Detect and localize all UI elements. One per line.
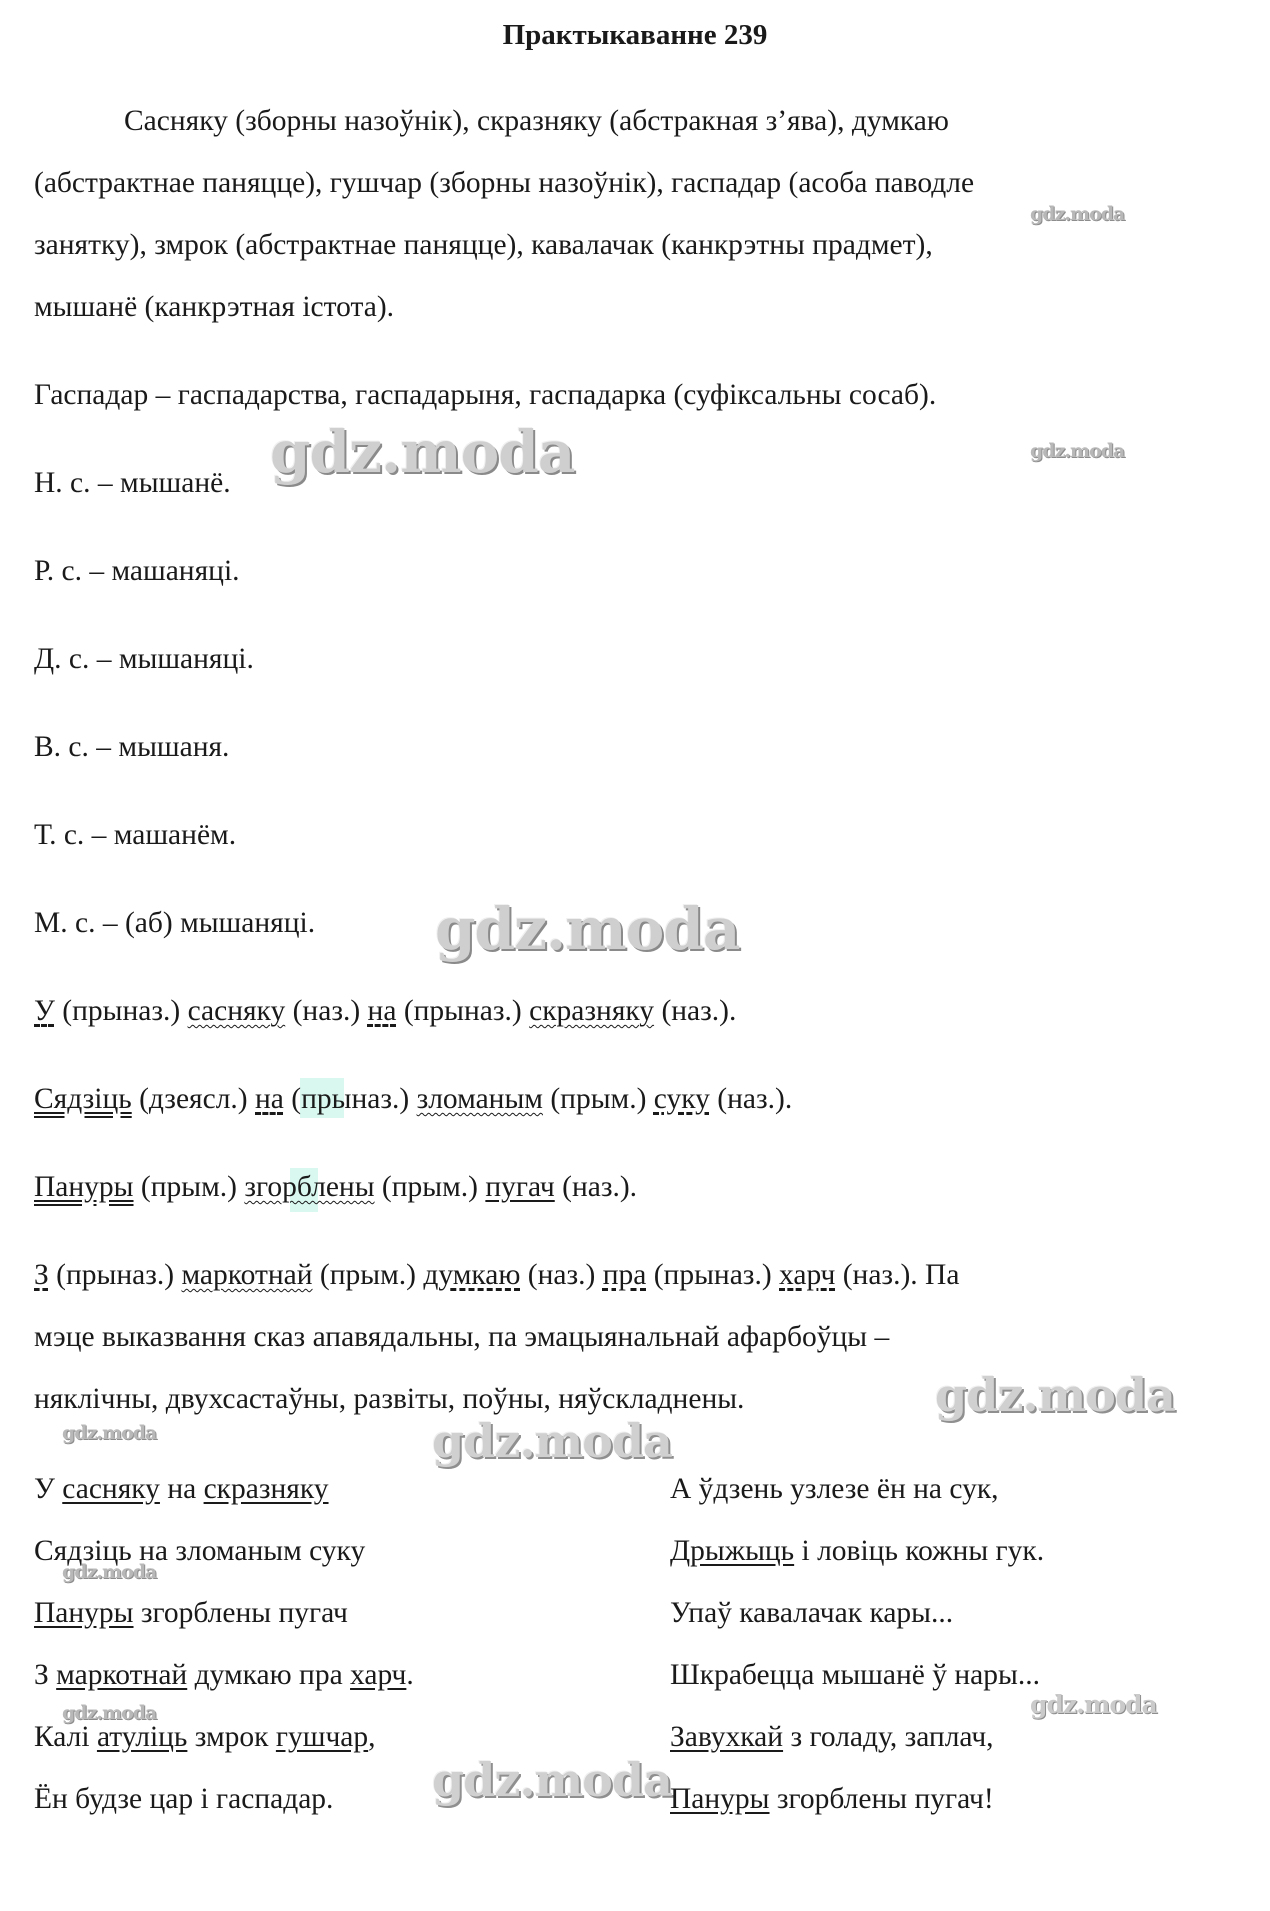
poem-underlined-word: харч <box>350 1659 407 1691</box>
poem-underlined-word: маркотнай <box>56 1659 188 1691</box>
poem-line-left: Сядзіць на зломаным суку <box>34 1535 366 1567</box>
watermark: gdz.moda <box>270 418 575 486</box>
declension-line: Д. с. – мышаняці. <box>34 643 254 675</box>
analysis-line: мэце выказвання сказ апавядальны, па эмацыянальнай афарбоўцы – <box>34 1321 890 1353</box>
parsed-word: Сядзіць <box>34 1083 132 1115</box>
poem-line-right <box>670 1534 1044 1569</box>
poem-line-left: Ён будзе цар і гаспадар. <box>34 1783 334 1815</box>
watermark: gdz.moda <box>435 895 740 963</box>
watermark: gdz.moda <box>1030 1690 1157 1719</box>
part-of-speech: (наз.) <box>285 995 368 1027</box>
parsed-word: З <box>34 1259 49 1291</box>
watermark: gdz.moda <box>62 1702 157 1724</box>
parsed-word: Пануры <box>34 1171 134 1203</box>
parse-line <box>34 1082 792 1117</box>
part-of-speech: (наз.) <box>520 1259 603 1291</box>
paragraph-line: занятку), змрок (абстрактнае паняцце), кавалачак (канкрэтны прадмет), <box>34 229 933 261</box>
parsed-word: думкаю <box>423 1259 521 1291</box>
poem-text: Калі <box>34 1721 97 1753</box>
part-of-speech: (наз.). Па <box>835 1259 960 1291</box>
poem-text: з голаду, заплач, <box>783 1721 994 1753</box>
part-of-speech: (прыназ.) <box>396 995 530 1027</box>
part-of-speech: (прым.) <box>542 1083 654 1115</box>
poem-line-right <box>670 1782 994 1817</box>
poem-text: . <box>406 1659 414 1691</box>
parse-line <box>34 1258 959 1293</box>
poem-text: і ловіць кожны гук. <box>794 1535 1045 1567</box>
part-of-speech: (прым.) <box>374 1171 486 1203</box>
poem-text: , <box>368 1721 376 1753</box>
part-of-speech: (прыназ.) <box>646 1259 780 1291</box>
part-of-speech: (наз.). <box>554 1171 638 1203</box>
poem-underlined-word: Завухкай <box>670 1721 784 1753</box>
parsed-word: пугач <box>485 1171 555 1203</box>
parse-line <box>34 1170 637 1205</box>
poem-text: згорблены пугач <box>133 1597 348 1629</box>
poem-underlined-word: Дрыжыць <box>670 1535 795 1567</box>
poem-underlined-word: Пануры <box>34 1597 134 1629</box>
poem-underlined-word: атуліць <box>96 1721 188 1753</box>
poem-text: У <box>34 1473 63 1505</box>
part-of-speech: (прым.) <box>133 1171 245 1203</box>
watermark: gdz.moda <box>1030 440 1125 462</box>
watermark: gdz.moda <box>935 1368 1175 1422</box>
parsed-word: скразняку <box>529 995 655 1027</box>
paragraph-line: Сасняку (зборны назоўнік), скразняку (абстракная з’ява), думкаю <box>124 105 949 137</box>
poem-text: З <box>34 1659 57 1691</box>
paragraph-line: мышанё (канкрэтная істота). <box>34 291 395 323</box>
page-title: Практыкаванне 239 <box>502 19 768 51</box>
watermark: gdz.moda <box>1030 203 1125 225</box>
poem-underlined-word: гушчар <box>275 1721 369 1753</box>
declension-line: Т. с. – машанём. <box>34 819 237 851</box>
derivation-line: Гаспадар – гаспадарства, гаспадарыня, гаспадарка (суфіксальны сосаб). <box>34 379 937 411</box>
parsed-word: згорблены <box>244 1171 375 1203</box>
watermark: gdz.moda <box>432 1414 672 1468</box>
declension-line: Н. с. – мышанё. <box>34 467 231 499</box>
poem-line-left <box>34 1472 329 1507</box>
poem-text: змрок <box>187 1721 276 1753</box>
poem-text: на <box>159 1473 204 1505</box>
parsed-word: пра <box>602 1259 647 1291</box>
parsed-word: харч <box>779 1259 836 1291</box>
poem-line-left <box>34 1720 376 1755</box>
poem-underlined-word: Пануры <box>670 1783 770 1815</box>
part-of-speech: (прым.) <box>312 1259 424 1291</box>
analysis-line: няклічны, двухсастаўны, развіты, поўны, няўскладнены. <box>34 1383 745 1415</box>
poem-line-left <box>34 1596 348 1631</box>
poem-text: згорблены пугач! <box>769 1783 994 1815</box>
part-of-speech: (прыназ.) <box>283 1083 417 1115</box>
poem-line-left <box>34 1658 414 1693</box>
parsed-word: на <box>255 1083 284 1115</box>
parsed-word: маркотнай <box>181 1259 313 1291</box>
poem-line-right: Шкрабецца мышанё ў нары... <box>670 1659 1040 1691</box>
poem-underlined-word: сасняку <box>62 1473 160 1505</box>
poem-line-right: А ўдзень узлезе ён на сук, <box>670 1473 999 1505</box>
poem-underlined-word: скразняку <box>203 1473 329 1505</box>
watermark: gdz.moda <box>62 1422 157 1444</box>
parsed-word: зломаным <box>416 1083 543 1115</box>
parsed-word: суку <box>653 1083 710 1115</box>
parsed-word: сасняку <box>187 995 286 1027</box>
declension-line: Р. с. – машаняці. <box>34 555 240 587</box>
poem-line-right: Упаў кавалачак кары... <box>670 1597 954 1629</box>
declension-line: М. с. – (аб) мышаняці. <box>34 907 316 939</box>
poem-line-right <box>670 1720 994 1755</box>
watermark: gdz.moda <box>432 1753 672 1807</box>
part-of-speech: (прыназ.) <box>48 1259 182 1291</box>
parse-line <box>34 994 736 1029</box>
parsed-word: на <box>367 995 397 1027</box>
parsed-word: У <box>34 995 55 1027</box>
paragraph-line: (абстрактнае паняцце), гушчар (зборны назоўнік), гаспадар (асоба паводле <box>34 167 975 199</box>
watermark: gdz.moda <box>62 1561 157 1583</box>
poem-text: думкаю пра <box>187 1659 351 1691</box>
part-of-speech: (наз.). <box>654 995 737 1027</box>
part-of-speech: (прыназ.) <box>54 995 188 1027</box>
part-of-speech: (дзеясл.) <box>131 1083 255 1115</box>
declension-line: В. с. – мышаня. <box>34 731 230 763</box>
part-of-speech: (наз.). <box>709 1083 793 1115</box>
